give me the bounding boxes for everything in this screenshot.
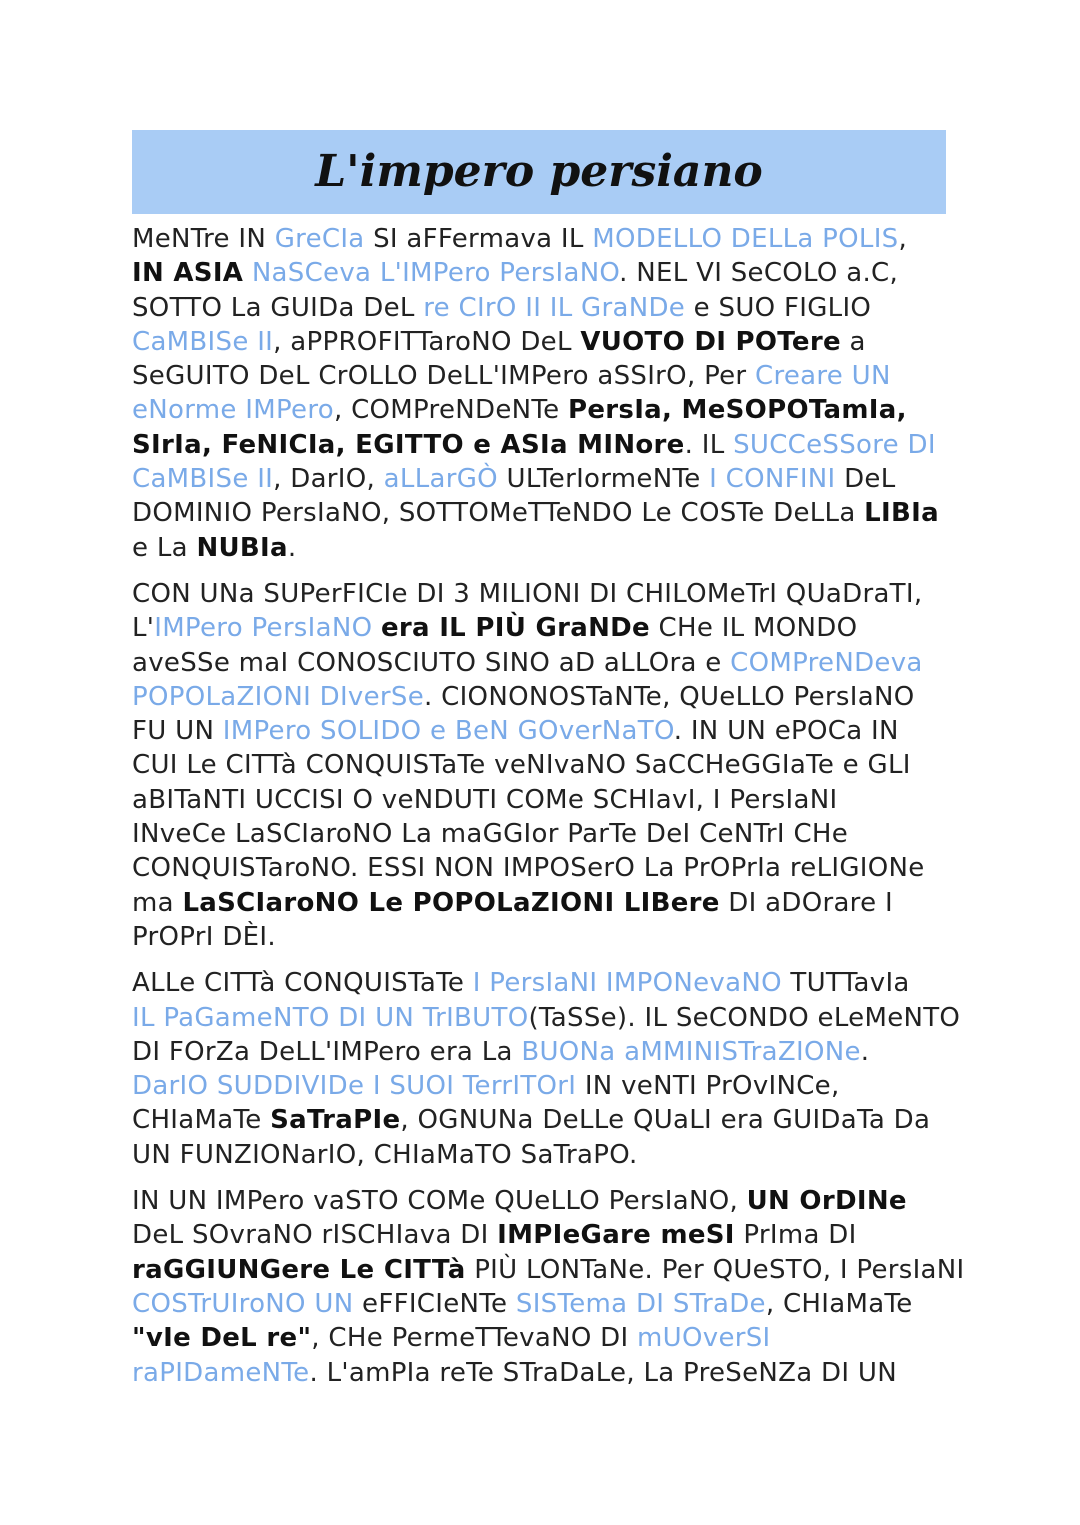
body-text: e SUO FIGLIO — [685, 292, 872, 323]
text-line — [132, 1184, 962, 1218]
text-line — [132, 1356, 962, 1390]
body-text: CHe IL MONDO — [649, 613, 858, 644]
body-text: DI FOrZa DeLL'IMPero era La — [132, 1036, 522, 1067]
body-text: CHIaMaTe — [132, 1105, 271, 1136]
text-line — [132, 646, 962, 680]
text-line — [132, 817, 962, 851]
body-text: . IN UN ePOCa IN — [673, 716, 899, 747]
body-text: IN UN IMPero vaSTO COMe QUeLLO PersIaNO, — [132, 1186, 747, 1217]
text-line — [132, 325, 962, 359]
text-line — [132, 966, 962, 1000]
paragraph — [132, 577, 962, 954]
body-text: PrIma DI — [734, 1220, 857, 1251]
body-text: DeL — [835, 464, 896, 495]
text-line — [132, 1253, 965, 1287]
highlighted-text: IL PaGameNTO DI UN TrIBUTO — [132, 1002, 529, 1033]
highlighted-text: mUOverSI — [637, 1323, 771, 1354]
text-line — [132, 851, 962, 885]
bold-text: NUBIa — [196, 532, 288, 563]
text-line — [132, 496, 962, 530]
highlighted-text: MODELLO DELLa POLIS — [592, 224, 899, 254]
highlighted-text: IMPero SOLIDO e BeN GOverNaTO — [222, 716, 674, 747]
highlighted-text: IMPero PersIaNO — [154, 613, 373, 644]
paragraph — [132, 966, 962, 1172]
highlighted-text: I PersIaNI IMPONevaNO — [472, 968, 782, 999]
body-text: , CHe PermeTTevaNO DI — [311, 1323, 638, 1354]
body-text: PrOPrI DÈI. — [132, 921, 276, 952]
body-text: CONQUISTaroNO. ESSI NON IMPOSerO La PrOPrIa reLIGIONe — [132, 853, 925, 884]
body-text: , CHIaMaTe — [765, 1288, 913, 1319]
body-text: (TaSSe). IL SeCONDO eLeMeNTO — [528, 1002, 961, 1033]
text-line — [132, 577, 962, 611]
text-line — [132, 1069, 962, 1103]
text-line — [132, 291, 962, 325]
bold-text: LaSCIaroNO Le POPOLaZIONI LIBere — [182, 887, 720, 918]
body-text: TUTTavIa — [781, 968, 910, 999]
text-line — [132, 222, 962, 256]
text-line — [132, 1321, 962, 1355]
body-text: aveSSe maI CONOSCIUTO SINO aD aLLOra e — [132, 647, 731, 678]
text-line — [132, 531, 962, 565]
text-line — [132, 1218, 962, 1252]
text-line — [132, 462, 962, 496]
bold-text: UN OrDINe — [746, 1186, 907, 1217]
text-line — [132, 1001, 962, 1035]
body-text: DOMINIO PersIaNO, SOTTOMeTTeNDO Le COSTe DeLLa — [132, 498, 865, 529]
highlighted-text: CaMBISe II — [132, 464, 274, 495]
text-line — [132, 611, 962, 645]
highlighted-text: eNorme IMPero — [132, 395, 334, 426]
highlighted-text: CaMBISe II — [132, 326, 274, 357]
page-title: L'impero persiano — [315, 146, 763, 197]
body-text: IN veNTI PrOvINCe, — [576, 1071, 840, 1102]
body-text: . — [287, 532, 297, 563]
bold-text: era IL PIÙ GraNDe — [380, 613, 650, 644]
body-text: , — [898, 224, 908, 254]
text-line — [132, 783, 962, 817]
bold-text: PersIa, MeSOPOTamIa, — [568, 395, 907, 426]
body-text: ULTerIormeNTe — [497, 464, 710, 495]
text-line — [132, 1035, 962, 1069]
body-text: CUI Le CITTà CONQUISTaTe veNIvaNO SaCCHeGGIaTe e GLI — [132, 750, 911, 781]
text-line — [132, 920, 962, 954]
highlighted-text: POPOLaZIONI DIverSe — [132, 681, 424, 712]
body-text: . CIONONOSTaNTe, QUeLLO PersIaNO — [424, 681, 915, 712]
body-text: MeNTre IN — [132, 224, 275, 254]
bold-text: SaTraPIe — [270, 1105, 401, 1136]
bold-text: LIBIa — [864, 498, 939, 529]
bold-text: SIrIa, FeNICIa, EGITTO e ASIa MINore — [132, 429, 685, 460]
body-text: . L'amPIa reTe STraDaLe, La PreSeNZa DI UN — [309, 1357, 897, 1388]
paragraph — [132, 222, 962, 565]
body-text: a — [840, 326, 866, 357]
body-text — [243, 258, 252, 288]
text-line — [132, 886, 962, 920]
highlighted-text: raPIDameNTe — [132, 1357, 310, 1388]
text-line — [132, 1138, 962, 1172]
text-line — [132, 714, 962, 748]
highlighted-text: aLLarGÒ — [383, 464, 498, 495]
highlighted-text: BUONa aMMINISTraZIONe — [521, 1036, 861, 1067]
body-text: , COMPreNDeNTe — [333, 395, 569, 426]
body-text: . NEL VI SeCOLO a.C, — [619, 258, 899, 289]
highlighted-text: SISTema DI STraDe — [515, 1288, 766, 1319]
document-body — [132, 222, 965, 1402]
bold-text: raGGIUNGere Le CITTà — [132, 1254, 466, 1285]
text-line — [132, 393, 962, 427]
body-text: DI aDOrare I — [719, 887, 893, 918]
body-text: ALLe CITTà CONQUISTaTe — [132, 968, 473, 999]
highlighted-text: SUCCeSSore DI — [733, 429, 936, 460]
bold-text: IMPIeGare meSI — [497, 1220, 735, 1251]
body-text: SI aFFermava IL — [364, 224, 593, 254]
body-text: SeGUITO DeL CrOLLO DeLL'IMPero aSSIrO, Per — [132, 361, 755, 392]
bold-text: VUOTO DI POTere — [580, 326, 841, 357]
body-text: , aPPROFITTaroNO DeL — [273, 326, 581, 357]
highlighted-text: NaSCeva L'IMPero PersIaNO — [251, 258, 620, 289]
text-line — [132, 680, 962, 714]
text-line — [132, 1103, 962, 1137]
body-text: FU UN — [132, 716, 223, 747]
body-text: eFFICIeNTe — [353, 1288, 516, 1319]
body-text: INveCe LaSCIaroNO La maGGIor ParTe DeI CeNTrI CHe — [132, 819, 849, 850]
bold-text: IN ASIA — [132, 258, 244, 289]
body-text — [372, 613, 381, 643]
body-text: UN FUNZIONarIO, CHIaMaTO SaTraPO. — [132, 1139, 638, 1170]
body-text: e La — [132, 532, 197, 563]
body-text: ma — [132, 887, 183, 918]
body-text: . IL — [684, 429, 734, 460]
paragraph — [132, 1184, 965, 1390]
body-text: . — [860, 1036, 870, 1067]
highlighted-text: COMPreNDeva — [730, 647, 923, 678]
body-text: DeL SOvraNO rISCHIava DI — [132, 1220, 498, 1251]
highlighted-text: DarIO SUDDIVIDe I SUOI TerrITOrI — [132, 1071, 577, 1102]
body-text: L' — [132, 613, 155, 644]
body-text: , DarIO, — [273, 464, 384, 495]
body-text: PIÙ LONTaNe. Per QUeSTO, I PersIaNI — [465, 1254, 965, 1285]
title-banner — [132, 130, 946, 214]
highlighted-text: re CIrO II IL GraNDe — [423, 292, 686, 323]
body-text: CON UNa SUPerFICIe DI 3 MILIONI DI CHILOMeTrI QUaDraTI, — [132, 578, 923, 609]
text-line — [132, 428, 962, 462]
text-line — [132, 256, 962, 290]
highlighted-text: GreCIa — [274, 224, 365, 254]
highlighted-text: I CONFINI — [709, 464, 836, 495]
body-text: , OGNUNa DeLLe QUaLI era GUIDaTa Da — [400, 1105, 931, 1136]
text-line — [132, 359, 962, 393]
text-line — [132, 748, 962, 782]
highlighted-text: COSTrUIroNO UN — [132, 1288, 354, 1319]
bold-text: "vIe DeL re" — [132, 1323, 312, 1354]
body-text: aBITaNTI UCCISI O veNDUTI COMe SCHIavI, I PersIaNI — [132, 784, 838, 815]
highlighted-text: Creare UN — [754, 361, 891, 392]
text-line — [132, 1287, 962, 1321]
body-text: SOTTO La GUIDa DeL — [132, 292, 424, 323]
